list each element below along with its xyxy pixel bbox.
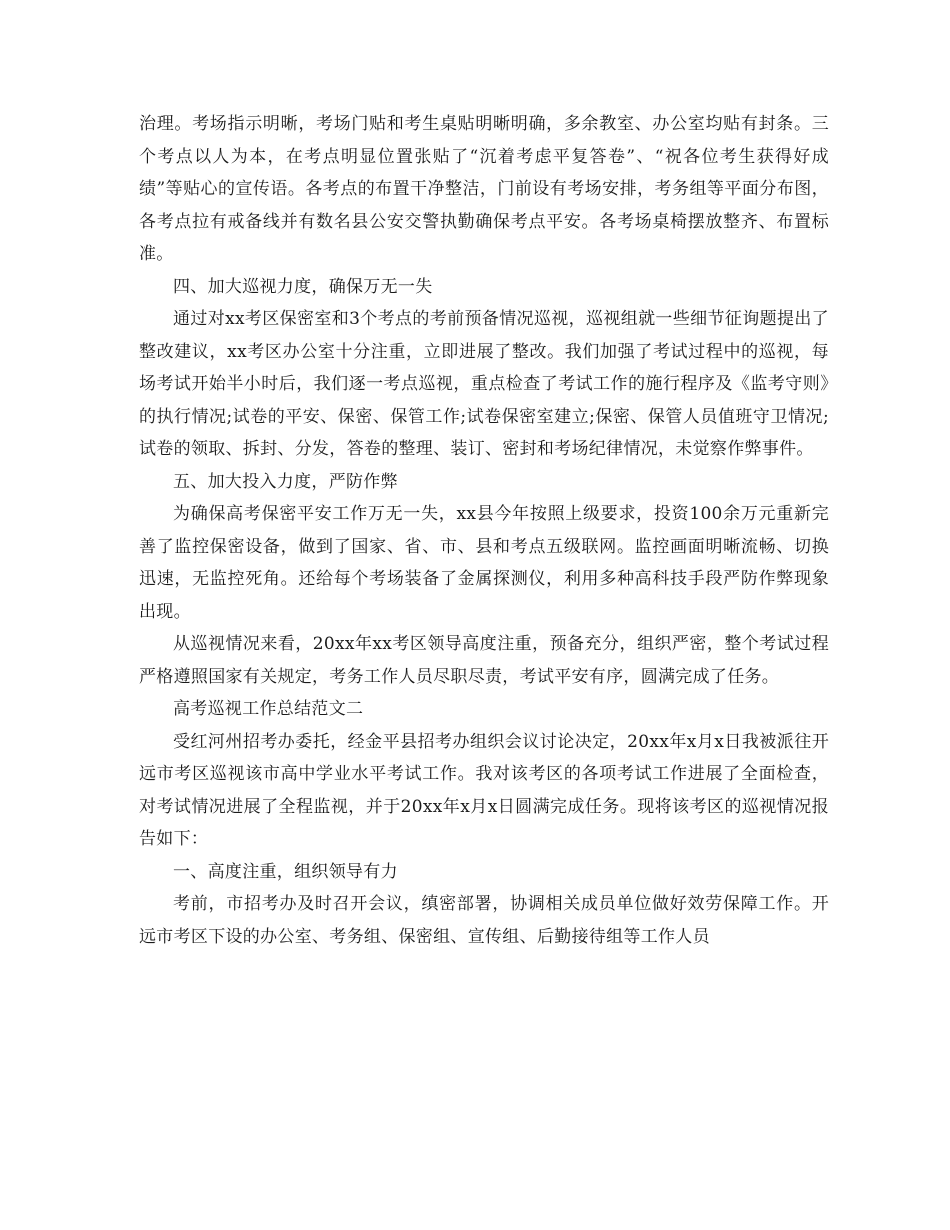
paragraph-pre-exam-meeting: 考前，市招考办及时召开会议，缜密部署，协调相关成员单位做好效劳保障工作。开远市考区下设的办公室、考务组、保密组、宣传组、后勤接待组等工作人员	[139, 894, 829, 947]
paragraph-assignment-intro: 受红河州招考办委托，经金平县招考办组织会议讨论决定，20xx年x月x日我被派往开远市考区巡视该市高中学业水平考试工作。我对该考区的各项考试工作进展了全面检查，对考试情况进展了全程监视，并于20xx年x月x日圆满完成任务。现将该考区的巡视情况报告如下：	[139, 731, 829, 849]
paragraph-inspection-details: 通过对xx考区保密室和3个考点的考前预备情况巡视，巡视组就一些细节征询题提出了整改建议，xx考区办公室十分注重，立即进展了整改。我们加强了考试过程中的巡视，每场考试开始半小时后，我们逐一考点巡视，重点检查了考试工作的施行程序及《监考守则》的执行情况;试卷的平安、保密、保管工作;试卷保密室建立;保密、保管人员值班守卫情况;试卷的领取、拆封、分发，答卷的整理、装订、密封和考场纪律情况，未觉察作弊事件。	[139, 309, 829, 459]
heading-section-one: 一、高度注重，组织领导有力	[173, 861, 398, 882]
heading-section-five: 五、加大投入力度，严防作弊	[173, 471, 398, 492]
heading-section-four: 四、加大巡视力度，确保万无一失	[173, 276, 433, 297]
paragraph-summary: 从巡视情况来看，20xx年xx考区领导高度注重，预备充分，组织严密，整个考试过程严格遵照国家有关规定，考务工作人员尽职尽责，考试平安有序，圆满完成了任务。	[139, 634, 829, 687]
paragraph-monitoring-investment: 为确保高考保密平安工作万无一失，xx县今年按照上级要求，投资100余万元重新完善了监控保密设备，做到了国家、省、市、县和考点五级联网。监控画面明晰流畅、切换迅速，无监控死角。还给每个考场装备了金属探测仪，利用多种高科技手段严防作弊现象出现。	[139, 504, 829, 622]
paragraph-exam-site-setup: 治理。考场指示明晰，考场门贴和考生桌贴明晰明确，多余教室、办公室均贴有封条。三个考点以人为本，在考点明显位置张贴了“沉着考虑平复答卷”、“祝各位考生获得好成绩”等贴心的宣传语。各考点的布置干净整洁，门前设有考场安排，考务组等平面分布图，各考点拉有戒备线并有数名县公安交警执勤确保考点平安。各考场桌椅摆放整齐、布置标准。	[139, 114, 829, 264]
heading-sample-two: 高考巡视工作总结范文二	[173, 699, 364, 719]
document-body	[139, 108, 829, 953]
